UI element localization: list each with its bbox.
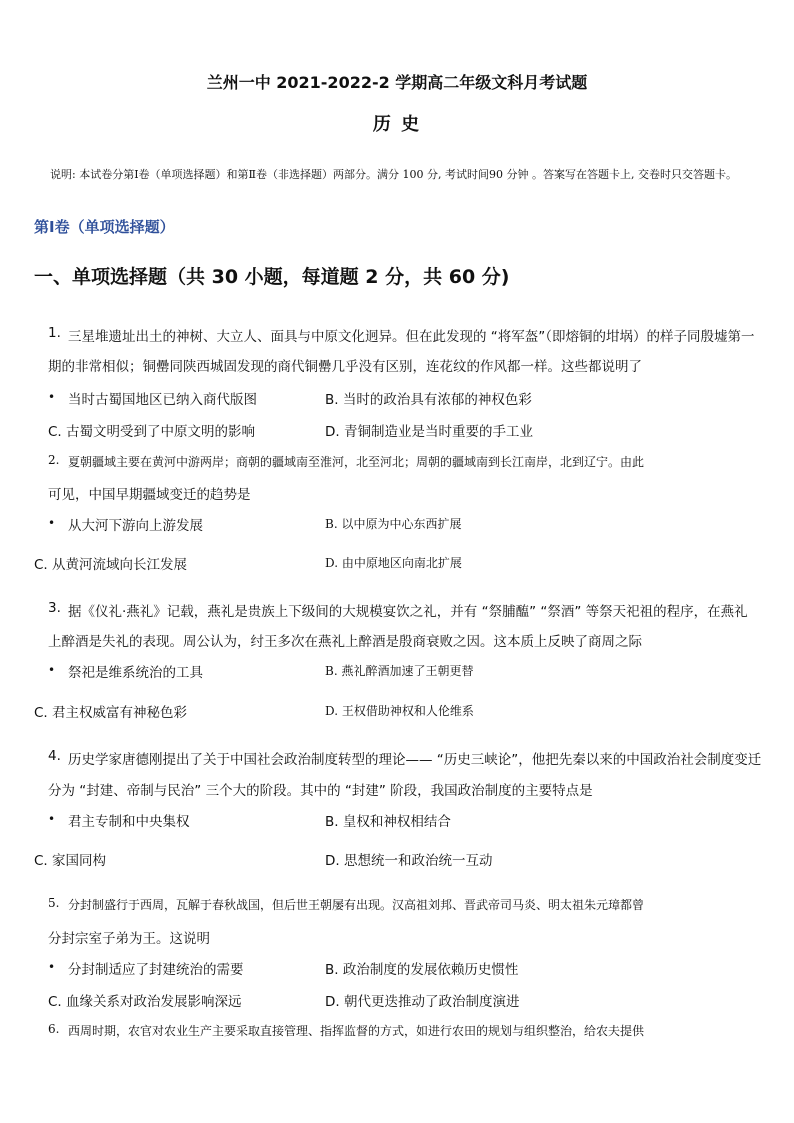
question-stem-line-1: 三星堆遗址出土的神树、大立人、面具与中原文化迥异。但在此发现的 “将军盔”（即熔铜的坩埚）的样子同殷墟第一 xyxy=(68,329,755,345)
option-b: B. 政治制度的发展依赖历史惯性 xyxy=(325,962,519,978)
question-stem-line-1: 西周时期，农官对农业生产主要采取直接管理、指挥监督的方式，如进行农田的规划与组织整治，给农夫提供 xyxy=(68,1024,645,1038)
option-a: 当时古蜀国地区已纳入商代版图 xyxy=(68,392,257,408)
option-c: C. 君主权威富有神秘色彩 xyxy=(34,705,188,721)
part-title: 一、单项选择题（共 30 小题，每道题 2 分，共 60 分) xyxy=(34,266,510,288)
question-stem-line-2: 上醉酒是失礼的表现。周公认为，纣王多次在燕礼上醉酒是殷商衰败之因。这本质上反映了商周之际 xyxy=(48,634,642,650)
question-stem-line-2: 期的非常相似；铜罍同陕西城固发现的商代铜罍几乎没有区别，连花纹的作风都一样。这些都说明了 xyxy=(48,359,642,375)
question-number: 4. xyxy=(48,748,61,764)
option-c: C. 从黄河流域向长江发展 xyxy=(34,557,188,573)
question-number: 1. xyxy=(48,325,61,341)
option-d: D. 由中原地区向南北扩展 xyxy=(325,556,462,570)
bullet-icon: • xyxy=(48,390,56,404)
option-d: D. 王权借助神权和人伦维系 xyxy=(325,704,474,718)
option-b: B. 皇权和神权相结合 xyxy=(325,814,451,830)
exam-instructions: 说明: 本试卷分第Ⅰ卷（单项选择题）和第Ⅱ卷（非选择题）两部分。满分 100 分, 考试时间90 分钟 。答案写在答题卡上, 交卷时只交答题卡。 xyxy=(50,168,737,181)
bullet-icon: • xyxy=(48,812,56,826)
option-a: 从大河下游向上游发展 xyxy=(68,518,203,534)
question-stem-line-1: 夏朝疆域主要在黄河中游两岸；商朝的疆域南至淮河，北至河北；周朝的疆域南到长江南岸，北到辽宁。由此 xyxy=(68,455,645,469)
option-c: C. 家国同构 xyxy=(34,853,107,869)
question-number: 6. xyxy=(48,1022,60,1036)
bullet-icon: • xyxy=(48,516,56,530)
question-stem-line-2: 分封宗室子弟为王。这说明 xyxy=(48,931,210,947)
option-a: 君主专制和中央集权 xyxy=(68,814,190,830)
question-stem-line-2: 可见，中国早期疆域变迁的趋势是 xyxy=(48,487,251,503)
question-stem-line-1: 据《仪礼·燕礼》记载，燕礼是贵族上下级间的大规模宴饮之礼，并有 “祭脯醢” “祭酒” 等祭天祀祖的程序，在燕礼 xyxy=(68,604,748,620)
question-stem-line-1: 历史学家唐德刚提出了关于中国社会政治制度转型的理论—— “历史三峡论”，他把先秦以来的中国政治社会制度变迁 xyxy=(68,752,762,768)
option-a: 祭祀是维系统治的工具 xyxy=(68,665,203,681)
option-d: D. 思想统一和政治统一互动 xyxy=(325,853,493,869)
question-stem-line-1: 分封制盛行于西周，瓦解于春秋战国，但后世王朝屡有出现。汉高祖刘邦、晋武帝司马炎、明太祖朱元璋都曾 xyxy=(68,898,645,912)
option-c: C. 古蜀文明受到了中原文明的影响 xyxy=(48,424,256,440)
exam-title: 兰州一中 2021-2022-2 学期高二年级文科月考试题 xyxy=(206,73,588,92)
bullet-icon: • xyxy=(48,663,56,677)
subject-title: 历 史 xyxy=(372,114,422,135)
option-d: D. 朝代更迭推动了政治制度演进 xyxy=(325,994,520,1010)
bullet-icon: • xyxy=(48,960,56,974)
option-b: B. 以中原为中心东西扩展 xyxy=(325,517,462,531)
question-number: 5. xyxy=(48,896,60,910)
question-stem-line-2: 分为 “封建、帝制与民治” 三个大的阶段。其中的 “封建” 阶段，我国政治制度的主要特点是 xyxy=(48,783,593,799)
question-number: 3. xyxy=(48,600,61,616)
option-d: D. 青铜制造业是当时重要的手工业 xyxy=(325,424,533,440)
question-number: 2. xyxy=(48,453,60,467)
option-c: C. 血缘关系对政治发展影响深远 xyxy=(48,994,242,1010)
section-title: 第Ⅰ卷（单项选择题） xyxy=(34,218,175,236)
option-b: B. 当时的政治具有浓郁的神权色彩 xyxy=(325,392,532,408)
option-b: B. 燕礼醉酒加速了王朝更替 xyxy=(325,664,474,678)
option-a: 分封制适应了封建统治的需要 xyxy=(68,962,244,978)
